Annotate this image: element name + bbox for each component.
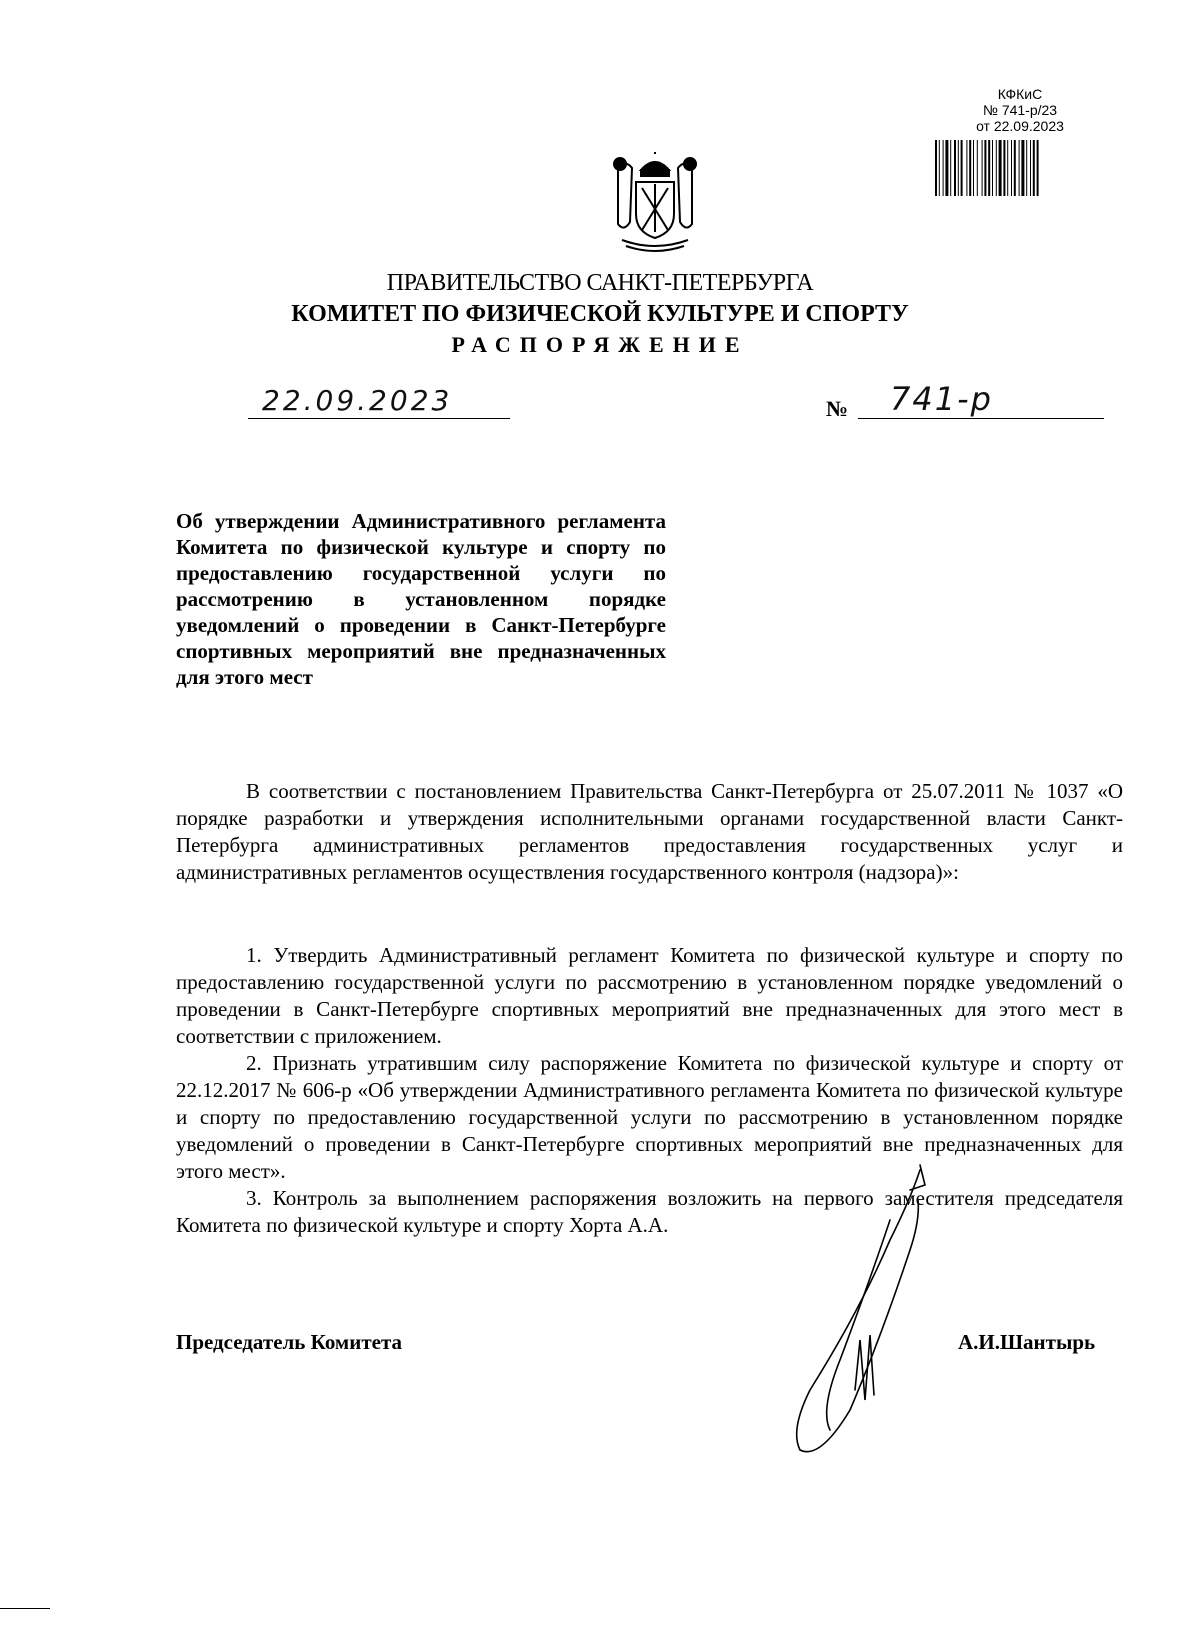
number-underline [858, 418, 1104, 419]
document-number: 741-р [890, 380, 993, 418]
committee-heading: КОМИТЕТ ПО ФИЗИЧЕСКОЙ КУЛЬТУРЕ И СПОРТУ [291, 301, 909, 327]
order-items [176, 942, 1123, 1239]
barcode-icon [935, 140, 1101, 196]
order-item-2: 2. Признать утратившим силу распоряжение Комитета по физической культуре и спорту от 22.12.2017 № 606-р «Об утверждении Административного регламента Комитета по физической культуре и спорту по предоставлению государственной услуги по рассмотрению в установленном порядке уведомлений о проведении в Санкт-Петербурге спортивных мероприятий вне предназначенных для этого мест». [176, 1051, 1123, 1183]
document-date: 22.09.2023 [262, 384, 453, 417]
registration-stamp [930, 86, 1110, 134]
signatory-name: А.И.Шантырь [958, 1330, 1096, 1354]
stamp-number: № 741-р/23 [982, 102, 1058, 118]
stamp-org: КФКиС [997, 86, 1043, 102]
document-subject: Об утверждении Административного регламента Комитета по физической культуре и спорту по предоставлению государственной услуги по рассмотрению в установленном порядке уведомлений о проведении в Санкт-Петербурге спортивных мероприятий вне предназначенных для этого мест [176, 509, 666, 689]
preamble-text: В соответствии с постановлением Правительства Санкт-Петербурга от 25.07.2011 № 1037 «О порядке разработки и утверждения исполнительными органами государственной власти Санкт-Петербурга административных регламентов предоставления государственных услуг и административных регламентов осуществления государственного контроля (надзора)»: [176, 779, 1123, 884]
signatory-title: Председатель Комитета [176, 1330, 403, 1354]
document-type-heading: РАСПОРЯЖЕНИЕ [451, 332, 749, 357]
scan-edge-line [0, 1608, 50, 1609]
order-item-3: 3. Контроль за выполнением распоряжения возложить на первого заместителя председателя Комитета по физической культуре и спорту Хорта А.А. [176, 1186, 1123, 1237]
government-heading: ПРАВИТЕЛЬСТВО САНКТ-ПЕТЕРБУРГА [386, 270, 814, 296]
date-underline [248, 418, 510, 419]
stamp-date: от 22.09.2023 [976, 118, 1064, 134]
order-item-1: 1. Утвердить Административный регламент Комитета по физической культуре и спорту по предоставлению государственной услуги по рассмотрению в установленном порядке уведомлений о проведении в Санкт-Петербурге спортивных мероприятий вне предназначенных для этого мест в соответствии с приложением. [176, 943, 1123, 1048]
preamble-block [176, 778, 1123, 886]
handwritten-signature-icon [770, 1160, 970, 1460]
number-sign: № [826, 396, 849, 421]
coat-of-arms-icon [608, 152, 702, 252]
